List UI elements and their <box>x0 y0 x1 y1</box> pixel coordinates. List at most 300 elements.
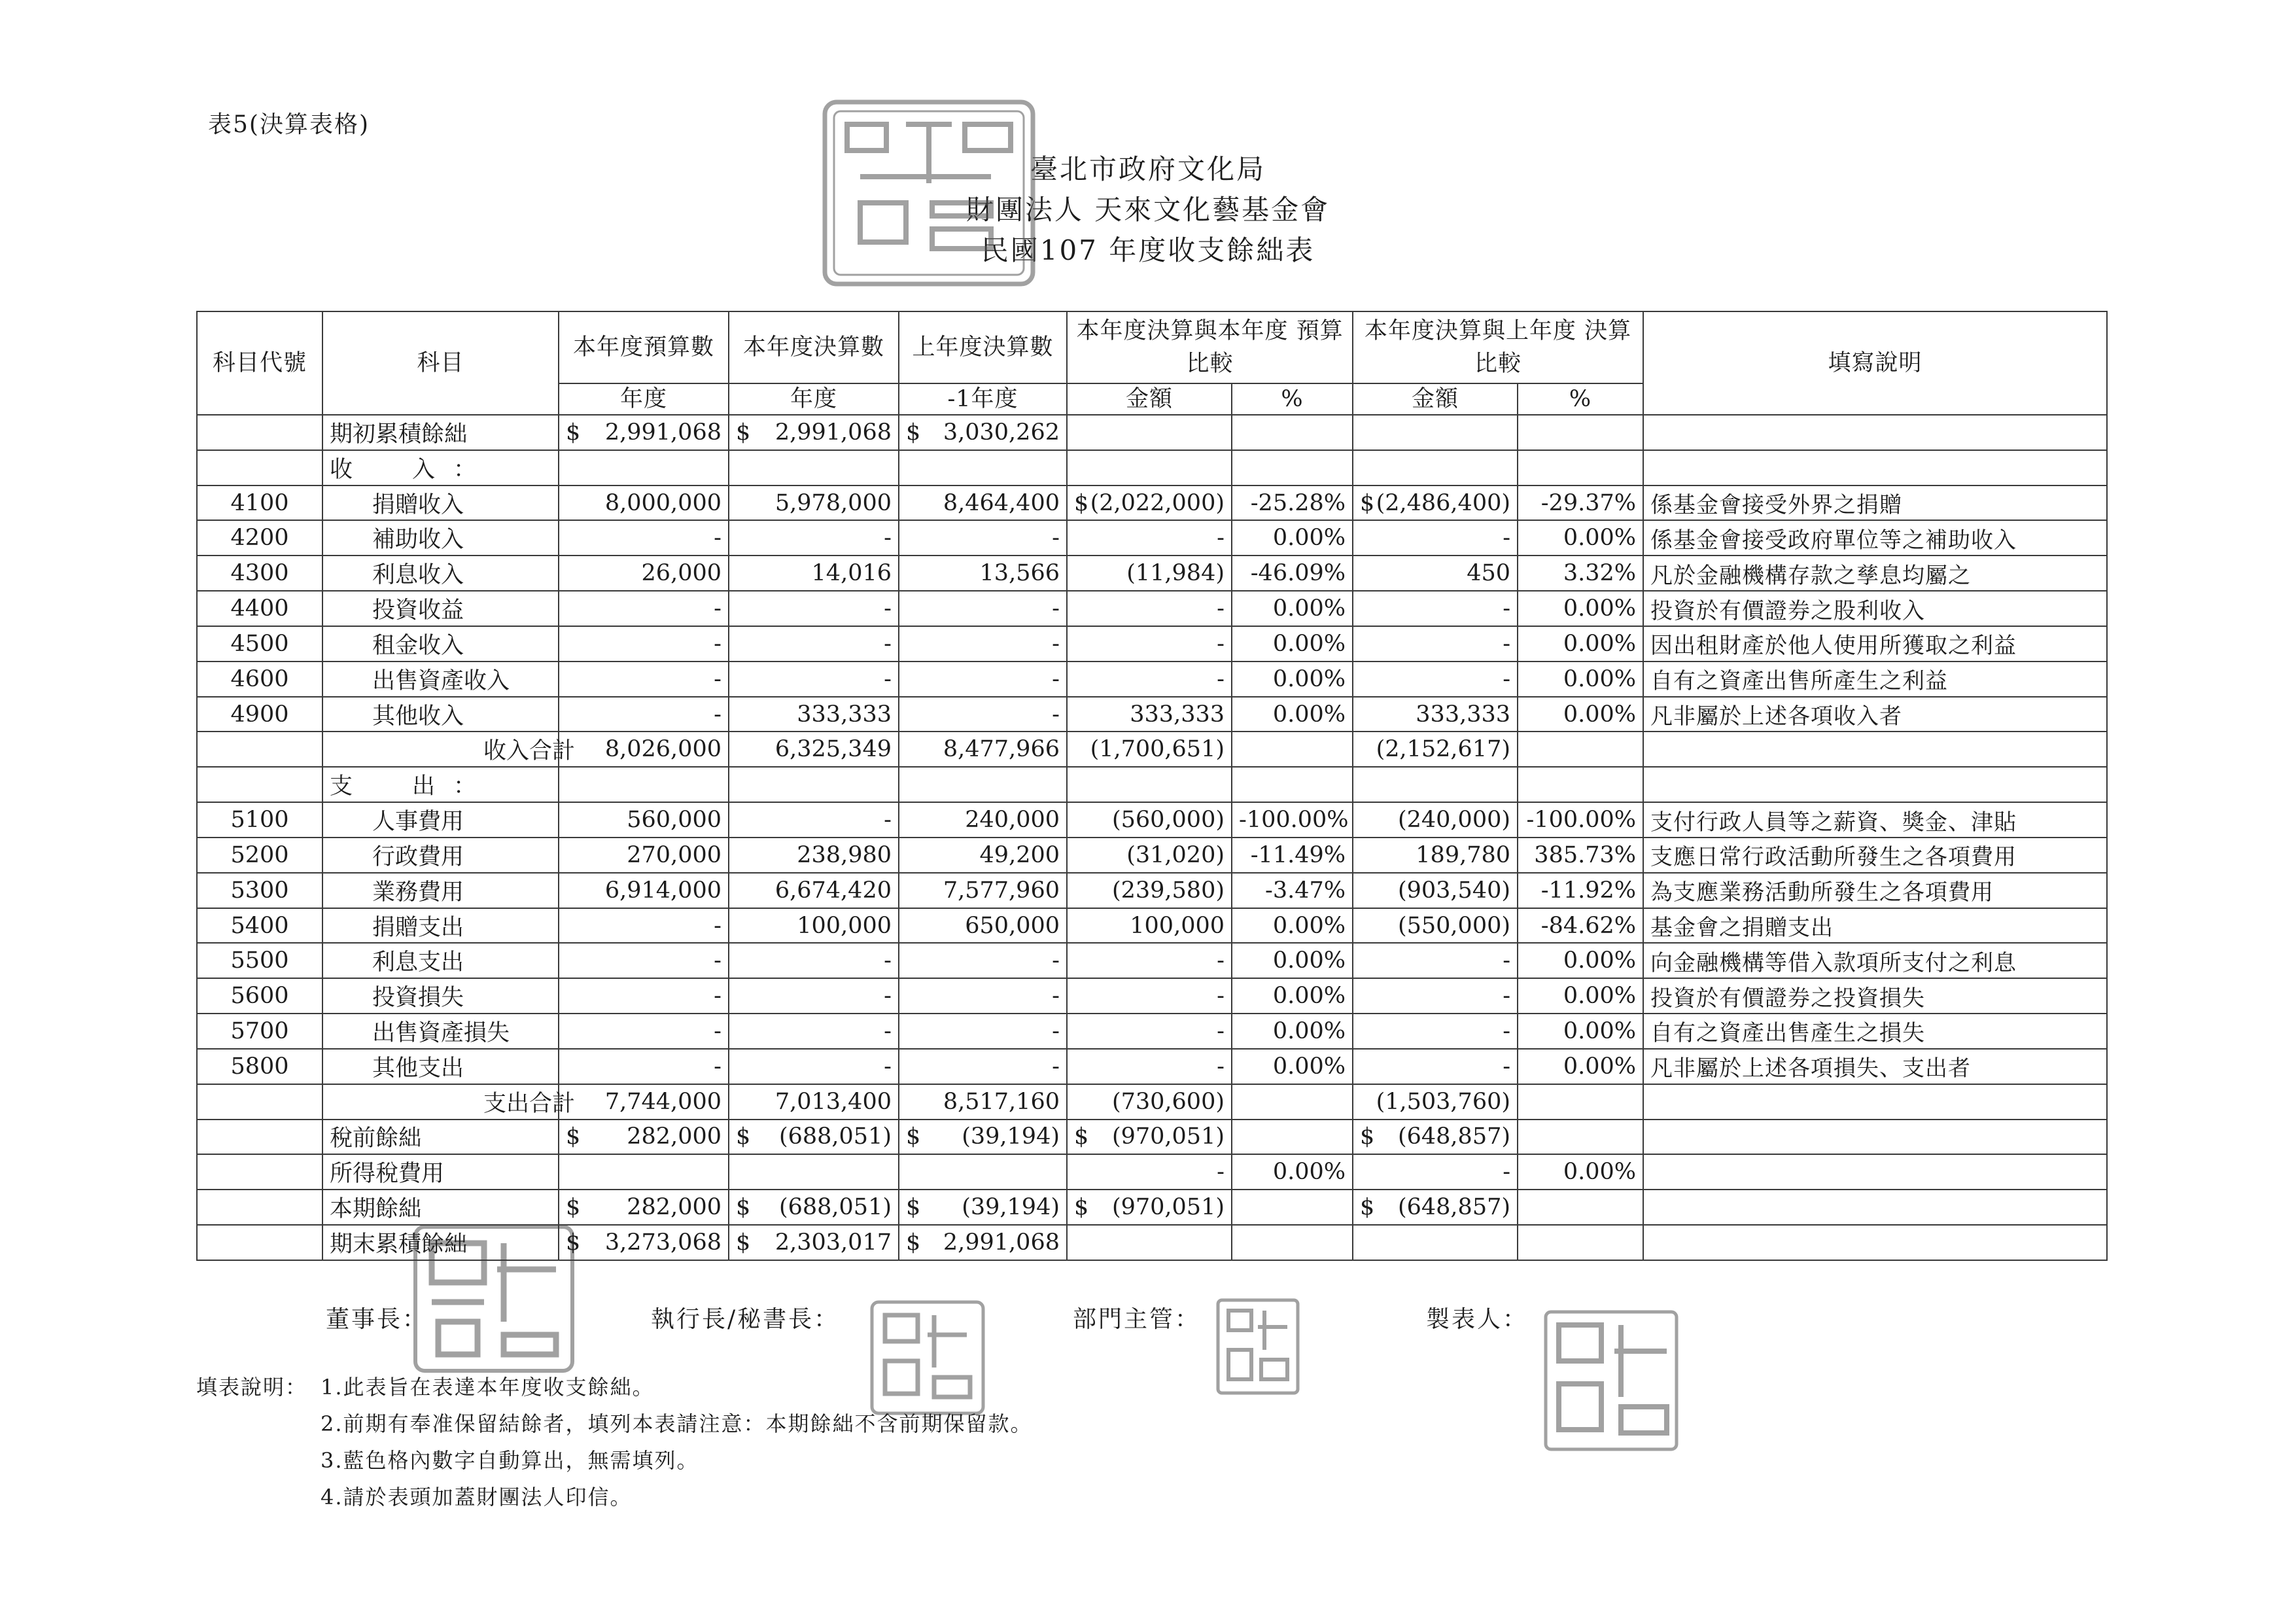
table-row <box>197 1190 2107 1225</box>
cell-subject-value: 捐贈支出 <box>372 914 464 941</box>
cell-code <box>197 1190 322 1225</box>
cell-budget-value: - <box>714 701 722 728</box>
cell-pct-budget-value: -25.28% <box>1250 489 1346 516</box>
cell-diff-budget <box>1067 415 1232 450</box>
cell-prior <box>899 732 1067 767</box>
cell-pct-prior-value: -84.62% <box>1540 912 1637 939</box>
cell-diff-prior-value: (648,857) <box>1397 1123 1511 1150</box>
cell-diff-budget <box>1067 662 1232 697</box>
cell-pct-prior <box>1518 520 1643 556</box>
cell-note-value: 係基金會接受政府單位等之補助收入 <box>1650 527 2017 554</box>
cell-pct-budget-value: 0.00% <box>1272 912 1346 939</box>
cell-subject-value: 支出合計 <box>483 1090 576 1117</box>
cell-prior <box>899 1120 1067 1155</box>
cell-actual-value: 2,303,017 <box>774 1229 892 1256</box>
cell-budget-value: - <box>714 1017 722 1044</box>
cell-prior-value: - <box>1052 665 1060 692</box>
cell-budget <box>559 838 729 873</box>
footnotes <box>196 1369 1033 1515</box>
cell-subject <box>322 1225 559 1260</box>
cell-code-value: 4600 <box>230 665 289 692</box>
table-row <box>197 838 2107 873</box>
cell-pct-budget-value: -46.09% <box>1250 560 1346 587</box>
cell-note-value: 係基金會接受外界之捐贈 <box>1650 492 1903 519</box>
cell-diff-prior-value: - <box>1503 665 1511 692</box>
cell-actual-value: - <box>884 1017 892 1044</box>
table-row <box>197 732 2107 767</box>
cell-note <box>1643 415 2107 450</box>
cell-prior-value: (39,194) <box>962 1194 1060 1221</box>
cell-subject-value: 投資損失 <box>372 985 464 1012</box>
cell-note-value: 凡非屬於上述各項收入者 <box>1650 703 1903 730</box>
cell-actual <box>729 1084 899 1120</box>
footnote-item: 1.此表旨在表達本年度收支餘絀。 <box>321 1375 655 1400</box>
cell-diff-prior <box>1353 591 1518 626</box>
cell-diff-prior-value: - <box>1503 1017 1511 1044</box>
cell-pct-prior-value: 0.00% <box>1563 947 1637 974</box>
cell-code <box>197 556 322 591</box>
cell-prior-value: 2,991,068 <box>943 1229 1060 1256</box>
cell-budget <box>559 873 729 908</box>
currency-symbol: $ <box>566 1229 581 1256</box>
sub-header-budget-year: 年度 <box>559 383 729 415</box>
cell-pct-prior-value: 0.00% <box>1563 983 1637 1010</box>
cell-diff-prior-value: - <box>1503 1053 1511 1080</box>
cell-code <box>197 908 322 944</box>
document-title <box>0 149 2296 271</box>
cell-diff-budget <box>1067 767 1232 802</box>
cell-diff-budget <box>1067 450 1232 485</box>
cell-code <box>197 1120 322 1155</box>
cell-prior <box>899 1014 1067 1049</box>
cell-pct-prior <box>1518 767 1643 802</box>
cell-diff-prior-value: 189,780 <box>1416 841 1511 868</box>
cell-subject-value: 行政費用 <box>372 843 464 870</box>
cell-pct-prior <box>1518 626 1643 662</box>
title-line-1: 臺北市政府文化局 <box>1030 153 1266 185</box>
cell-budget-value: 26,000 <box>641 560 722 587</box>
currency-symbol: $ <box>736 419 751 446</box>
cell-actual <box>729 908 899 944</box>
cell-diff-prior <box>1353 802 1518 838</box>
sub-header-amount: 金額 <box>1067 383 1232 415</box>
cell-pct-budget <box>1232 1084 1353 1120</box>
cell-pct-prior <box>1518 485 1643 521</box>
cell-note-value: 凡非屬於上述各項損失、支出者 <box>1650 1055 1972 1082</box>
cell-code-value: 5600 <box>230 983 289 1010</box>
cell-pct-budget <box>1232 767 1353 802</box>
cell-note-value: 支付行政人員等之薪資、獎金、津貼 <box>1650 809 2017 836</box>
cell-diff-prior-value: - <box>1503 595 1511 622</box>
cell-budget <box>559 978 729 1014</box>
table-row <box>197 978 2107 1014</box>
cell-budget-value: 2,991,068 <box>604 419 722 446</box>
cell-pct-budget-value: 0.00% <box>1272 947 1346 974</box>
cell-subject-value: 補助收入 <box>372 527 464 554</box>
cell-diff-budget <box>1067 1225 1232 1260</box>
cell-diff-prior <box>1353 556 1518 591</box>
cell-diff-prior-value: (2,152,617) <box>1376 736 1511 763</box>
cell-diff-budget-value: - <box>1217 983 1225 1010</box>
cell-prior <box>899 943 1067 978</box>
cell-diff-prior-value: - <box>1503 525 1511 552</box>
cell-pct-budget <box>1232 697 1353 732</box>
cell-subject-value: 投資收益 <box>372 597 464 624</box>
cell-diff-budget-value: - <box>1217 595 1225 622</box>
cell-code <box>197 838 322 873</box>
cell-budget-value: - <box>714 1053 722 1080</box>
cell-subject <box>322 1190 559 1225</box>
cell-diff-budget-value: (31,020) <box>1126 841 1225 868</box>
cell-budget <box>559 1225 729 1260</box>
cell-diff-prior-value: 450 <box>1467 560 1511 587</box>
cell-pct-prior <box>1518 1120 1643 1155</box>
cell-code-value: 4200 <box>230 525 289 552</box>
cell-note <box>1643 556 2107 591</box>
cell-diff-prior <box>1353 838 1518 873</box>
cell-subject-value: 本期餘絀 <box>330 1196 422 1223</box>
cell-actual <box>729 1014 899 1049</box>
cell-pct-prior <box>1518 943 1643 978</box>
table-body <box>197 415 2107 1260</box>
cell-budget <box>559 591 729 626</box>
cell-actual <box>729 1154 899 1190</box>
cell-prior-value: - <box>1052 525 1060 552</box>
cell-actual <box>729 450 899 485</box>
cell-pct-budget <box>1232 838 1353 873</box>
cell-prior <box>899 1190 1067 1225</box>
cell-subject <box>322 838 559 873</box>
cell-note <box>1643 591 2107 626</box>
cell-actual <box>729 1120 899 1155</box>
cell-actual <box>729 556 899 591</box>
cell-actual-value: 2,991,068 <box>774 419 892 446</box>
cell-diff-prior-value: (240,000) <box>1397 807 1511 834</box>
cell-diff-prior <box>1353 415 1518 450</box>
cell-diff-prior <box>1353 943 1518 978</box>
table-row <box>197 767 2107 802</box>
cell-note <box>1643 978 2107 1014</box>
currency-symbol: $ <box>1360 1123 1375 1150</box>
cell-subject <box>322 1014 559 1049</box>
cell-prior <box>899 1154 1067 1190</box>
cell-pct-prior <box>1518 802 1643 838</box>
cell-pct-budget <box>1232 978 1353 1014</box>
cell-subject-value: 利息支出 <box>372 949 464 976</box>
table-row <box>197 626 2107 662</box>
cell-actual <box>729 626 899 662</box>
cell-note-value: 投資於有價證券之股利收入 <box>1650 597 1926 624</box>
cell-diff-prior <box>1353 450 1518 485</box>
col-header-notes: 填寫說明 <box>1643 311 2107 415</box>
cell-budget <box>559 732 729 767</box>
col-header-subject: 科目 <box>322 311 559 415</box>
cell-budget <box>559 1049 729 1084</box>
cell-pct-budget-value: 0.00% <box>1272 1053 1346 1080</box>
cell-prior-value: - <box>1052 983 1060 1010</box>
cell-note-value: 自有之資產出售所產生之利益 <box>1650 668 1949 695</box>
cell-diff-budget <box>1067 838 1232 873</box>
cell-diff-prior-value: - <box>1503 983 1511 1010</box>
cell-pct-prior-value: 0.00% <box>1563 595 1637 622</box>
cell-prior-value: - <box>1052 701 1060 728</box>
cell-diff-budget <box>1067 697 1232 732</box>
cell-diff-budget-value: (2,022,000) <box>1090 489 1225 516</box>
cell-diff-prior <box>1353 873 1518 908</box>
cell-diff-budget-value: 333,333 <box>1130 701 1225 728</box>
col-header-actual: 本年度決算數 <box>729 311 899 383</box>
cell-pct-budget-value: 0.00% <box>1272 1017 1346 1044</box>
cell-pct-budget <box>1232 873 1353 908</box>
cell-code-value: 5100 <box>230 807 289 834</box>
cell-pct-prior-value: 3.32% <box>1563 560 1637 587</box>
cell-diff-budget <box>1067 802 1232 838</box>
cell-prior-value: 8,477,966 <box>943 736 1060 763</box>
col-header-compare-budget: 本年度決算與本年度 預算比較 <box>1067 311 1353 383</box>
table-row <box>197 1120 2107 1155</box>
cell-pct-budget <box>1232 1120 1353 1155</box>
col-header-code: 科目代號 <box>197 311 322 415</box>
cell-subject-value: 業務費用 <box>372 879 464 906</box>
cell-subject <box>322 802 559 838</box>
cell-subject <box>322 662 559 697</box>
cell-code-value: 4500 <box>230 630 289 657</box>
cell-pct-prior <box>1518 1154 1643 1190</box>
cell-budget-value: 560,000 <box>627 807 722 834</box>
table-row <box>197 415 2107 450</box>
cell-code <box>197 415 322 450</box>
cell-budget <box>559 556 729 591</box>
cell-pct-prior <box>1518 1049 1643 1084</box>
cell-pct-budget <box>1232 732 1353 767</box>
cell-budget <box>559 767 729 802</box>
cell-pct-budget-value: -100.00% <box>1239 807 1349 834</box>
cell-code <box>197 1084 322 1120</box>
cell-note <box>1643 485 2107 521</box>
cell-prior <box>899 626 1067 662</box>
cell-subject <box>322 732 576 767</box>
cell-note <box>1643 732 2107 767</box>
cell-pct-budget-value: 0.00% <box>1272 701 1346 728</box>
cell-budget-value: 282,000 <box>627 1194 722 1221</box>
col-header-prior: 上年度決算數 <box>899 311 1067 383</box>
cell-subject <box>322 626 559 662</box>
cell-diff-budget-value: - <box>1217 630 1225 657</box>
cell-budget <box>559 802 729 838</box>
cell-pct-budget <box>1232 591 1353 626</box>
preparer-label: 製表人： <box>1426 1306 1529 1333</box>
cell-subject <box>322 1154 559 1190</box>
cell-actual-value: - <box>884 525 892 552</box>
cell-subject-value: 出售資產收入 <box>372 667 510 694</box>
cell-prior-value: 240,000 <box>965 807 1060 834</box>
cell-actual <box>729 1190 899 1225</box>
cell-actual <box>729 1049 899 1084</box>
cell-budget-value: 6,914,000 <box>604 877 722 904</box>
cell-note <box>1643 520 2107 556</box>
cell-note <box>1643 873 2107 908</box>
cell-actual <box>729 978 899 1014</box>
cell-subject-value: 租金收入 <box>372 632 464 659</box>
cell-budget <box>559 415 729 450</box>
cell-budget-value: - <box>714 947 722 974</box>
cell-subject-value: 期末累積餘絀 <box>330 1231 468 1258</box>
cell-note <box>1643 943 2107 978</box>
cell-diff-prior-value: (1,503,760) <box>1376 1088 1511 1115</box>
cell-actual <box>729 1225 899 1260</box>
cell-subject <box>322 1084 576 1120</box>
cell-prior <box>899 1084 1067 1120</box>
cell-prior <box>899 838 1067 873</box>
cell-diff-budget <box>1067 1014 1232 1049</box>
cell-pct-budget-value: 0.00% <box>1272 595 1346 622</box>
cell-pct-prior <box>1518 908 1643 944</box>
cell-prior <box>899 978 1067 1014</box>
cell-actual <box>729 520 899 556</box>
cell-actual-value: - <box>884 807 892 834</box>
cell-prior-value: 8,517,160 <box>943 1088 1060 1115</box>
cell-actual-value: - <box>884 1053 892 1080</box>
cell-diff-budget-value: - <box>1217 665 1225 692</box>
cell-diff-prior <box>1353 978 1518 1014</box>
cell-code-value: 5800 <box>230 1053 289 1080</box>
cell-code <box>197 626 322 662</box>
cell-actual <box>729 591 899 626</box>
table-row <box>197 1084 2107 1120</box>
cell-pct-prior <box>1518 1190 1643 1225</box>
cell-prior <box>899 662 1067 697</box>
cell-pct-prior-value: -11.92% <box>1540 877 1637 904</box>
cell-diff-budget <box>1067 1154 1232 1190</box>
cell-budget <box>559 908 729 944</box>
col-header-budget: 本年度預算數 <box>559 311 729 383</box>
cell-pct-prior-value: 385.73% <box>1534 841 1637 868</box>
cell-prior-value: 7,577,960 <box>943 877 1060 904</box>
cell-diff-budget-value: (560,000) <box>1111 807 1225 834</box>
cell-diff-budget <box>1067 943 1232 978</box>
currency-symbol: $ <box>566 1123 581 1150</box>
cell-diff-prior-value: - <box>1503 1159 1511 1186</box>
cell-actual-value: - <box>884 983 892 1010</box>
cell-pct-budget <box>1232 1014 1353 1049</box>
cell-actual-value: - <box>884 595 892 622</box>
cell-pct-prior-value: -100.00% <box>1526 807 1637 834</box>
title-line-3: 民國107 年度收支餘絀表 <box>981 234 1315 266</box>
cell-note-value: 凡於金融機構存款之孳息均屬之 <box>1650 562 1972 589</box>
cell-subject <box>322 908 559 944</box>
cell-pct-prior-value: 0.00% <box>1563 701 1637 728</box>
cell-note-value: 基金會之捐贈支出 <box>1650 915 1834 941</box>
cell-budget <box>559 1084 729 1120</box>
cell-actual <box>729 415 899 450</box>
cell-budget <box>559 485 729 521</box>
cell-note-value: 支應日常行政活動所發生之各項費用 <box>1650 844 2017 871</box>
cell-diff-prior-value: (2,486,400) <box>1376 489 1511 516</box>
cell-diff-prior <box>1353 1225 1518 1260</box>
cell-budget <box>559 1190 729 1225</box>
cell-budget <box>559 943 729 978</box>
cell-subject <box>322 873 559 908</box>
cell-code <box>197 1225 322 1260</box>
cell-budget-value: - <box>714 525 722 552</box>
cell-diff-prior <box>1353 662 1518 697</box>
cell-pct-prior <box>1518 873 1643 908</box>
cell-diff-budget-value: - <box>1217 947 1225 974</box>
footnote-item: 4.請於表頭加蓋財團法人印信。 <box>321 1485 633 1509</box>
cell-actual <box>729 802 899 838</box>
cell-subject-value: 所得稅費用 <box>330 1161 445 1188</box>
currency-symbol: $ <box>736 1194 751 1221</box>
cell-note <box>1643 697 2107 732</box>
cell-budget-value: 8,000,000 <box>604 489 722 516</box>
cell-code <box>197 662 322 697</box>
table-row <box>197 1049 2107 1084</box>
cell-diff-budget-value: (11,984) <box>1126 560 1225 587</box>
dept-head-label: 部門主管： <box>1073 1306 1201 1333</box>
cell-note-value: 為支應業務活動所發生之各項費用 <box>1650 879 1994 906</box>
currency-symbol: $ <box>736 1229 751 1256</box>
cell-diff-prior <box>1353 485 1518 521</box>
cell-actual-value: 5,978,000 <box>774 489 892 516</box>
cell-note <box>1643 838 2107 873</box>
cell-code <box>197 1154 322 1190</box>
cell-pct-prior <box>1518 556 1643 591</box>
cell-subject <box>322 415 559 450</box>
cell-diff-budget <box>1067 732 1232 767</box>
cell-subject <box>322 591 559 626</box>
cell-prior <box>899 1049 1067 1084</box>
cell-pct-budget <box>1232 1190 1353 1225</box>
cell-pct-budget-value: 0.00% <box>1272 665 1346 692</box>
cell-subject-value: 稅前餘絀 <box>330 1125 422 1152</box>
cell-budget <box>559 520 729 556</box>
cell-pct-budget <box>1232 1049 1353 1084</box>
cell-diff-prior <box>1353 1120 1518 1155</box>
cell-diff-prior-value: 333,333 <box>1416 701 1511 728</box>
cell-actual-value: 333,333 <box>797 701 892 728</box>
currency-symbol: $ <box>906 419 921 446</box>
cell-pct-prior <box>1518 415 1643 450</box>
cell-subject <box>322 978 559 1014</box>
cell-diff-prior <box>1353 1190 1518 1225</box>
table-row <box>197 943 2107 978</box>
cell-budget <box>559 662 729 697</box>
cell-pct-budget-value: 0.00% <box>1272 630 1346 657</box>
cell-diff-prior <box>1353 626 1518 662</box>
cell-diff-prior <box>1353 520 1518 556</box>
cell-subject-value: 利息收入 <box>372 562 464 589</box>
cell-prior-value: 650,000 <box>965 912 1060 939</box>
footnotes-list <box>321 1369 1033 1515</box>
cell-prior <box>899 450 1067 485</box>
cell-budget <box>559 697 729 732</box>
cell-subject-value: 出售資產損失 <box>372 1019 510 1046</box>
cell-actual-value: 14,016 <box>811 560 892 587</box>
cell-diff-budget <box>1067 591 1232 626</box>
cell-code <box>197 732 322 767</box>
currency-symbol: $ <box>906 1194 921 1221</box>
title-line-2: 財團法人 天來文化藝基金會 <box>965 194 1331 226</box>
cell-pct-prior <box>1518 1014 1643 1049</box>
cell-diff-prior <box>1353 908 1518 944</box>
cell-code-value: 5500 <box>230 947 289 974</box>
cell-note <box>1643 908 2107 944</box>
cell-diff-prior <box>1353 1154 1518 1190</box>
cell-note <box>1643 662 2107 697</box>
cell-diff-budget <box>1067 485 1232 521</box>
cell-diff-budget <box>1067 1049 1232 1084</box>
cell-pct-prior <box>1518 450 1643 485</box>
